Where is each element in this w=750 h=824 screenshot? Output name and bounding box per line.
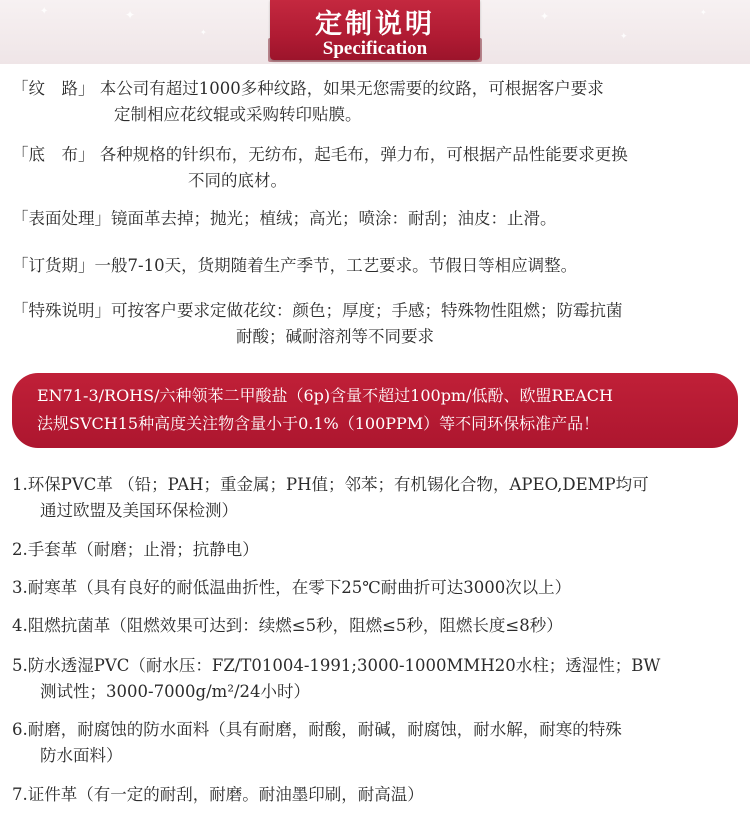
product-item-3: 3.耐寒革（具有良好的耐低温曲折性，在零下25℃耐曲折可达3000次以上） xyxy=(12,578,572,597)
page-title: 定制说明 xyxy=(315,9,435,40)
sparkle-icon: ✦ xyxy=(700,8,707,17)
spec-delivery-time: 「订货期」一般7-10天，货期随着生产季节，工艺要求。节假日等相应调整。 xyxy=(12,256,578,275)
product-item-5-line1: 5.防水透湿PVC（耐水压：FZ/T01004-1991;3000-1000MMH20水柱；透湿性；BW xyxy=(12,656,661,675)
spec-base-fabric-line2: 不同的底材。 xyxy=(188,171,287,190)
compliance-line2: 法规SVCH15种高度关注物含量小于0.1%（100PPM）等不同环保标准产品！ xyxy=(37,414,600,433)
spec-texture-line2: 定制相应花纹辊或采购转印贴膜。 xyxy=(114,105,362,124)
sparkle-icon: ✦ xyxy=(125,8,136,22)
header-bar xyxy=(0,0,750,64)
product-item-1-line1: 1.环保PVC革 （铅；PAH；重金属；PH值；邻苯；有机锡化合物，APEO,DEMP均可 xyxy=(12,475,649,494)
product-item-7: 7.证件革（有一定的耐刮，耐磨。耐油墨印刷，耐高温） xyxy=(12,785,424,804)
product-item-6-line1: 6.耐磨，耐腐蚀的防水面料（具有耐磨，耐酸，耐碱，耐腐蚀，耐水解，耐寒的特殊 xyxy=(12,720,622,739)
spec-special-notes-line1: 「特殊说明」可按客户要求定做花纹：颜色；厚度；手感；特殊物性阻燃；防霉抗菌 xyxy=(12,301,623,320)
sparkle-icon: ✦ xyxy=(200,28,207,37)
spec-special-notes-line2: 耐酸；碱耐溶剂等不同要求 xyxy=(236,327,434,346)
product-item-2: 2.手套革（耐磨；止滑；抗静电） xyxy=(12,540,259,559)
product-item-4: 4.阻燃抗菌革（阻燃效果可达到：续燃≤5秒，阻燃≤5秒，阻燃长度≤8秒） xyxy=(12,616,563,635)
product-item-6-line2: 防水面料） xyxy=(40,746,123,765)
sparkle-icon: ✦ xyxy=(620,32,628,42)
product-item-1-line2: 通过欧盟及美国环保检测） xyxy=(40,501,238,520)
compliance-line1: EN71-3/ROHS/六种领苯二甲酸盐（6p)含量不超过100pm/低酚、欧盟REACH xyxy=(37,386,613,405)
spec-base-fabric-line1: 「底 布」 各种规格的针织布，无纺布，起毛布，弹力布，可根据产品性能要求更换 xyxy=(12,145,628,164)
compliance-banner xyxy=(12,373,738,448)
sparkle-icon: ✦ xyxy=(40,6,49,17)
spec-surface-treatment: 「表面处理」镜面革去掉；抛光；植绒；高光；喷涂：耐刮；油皮：止滑。 xyxy=(12,209,557,228)
product-item-5-line2: 测试性；3000-7000g/m²/24小时） xyxy=(40,682,310,701)
page-subtitle: Specification xyxy=(322,38,428,59)
sparkle-icon: ✦ xyxy=(540,10,550,23)
title-ribbon xyxy=(270,0,480,60)
spec-texture-line1: 「纹 路」 本公司有超过1000多种纹路，如果无您需要的纹路，可根据客户要求 xyxy=(12,79,604,98)
